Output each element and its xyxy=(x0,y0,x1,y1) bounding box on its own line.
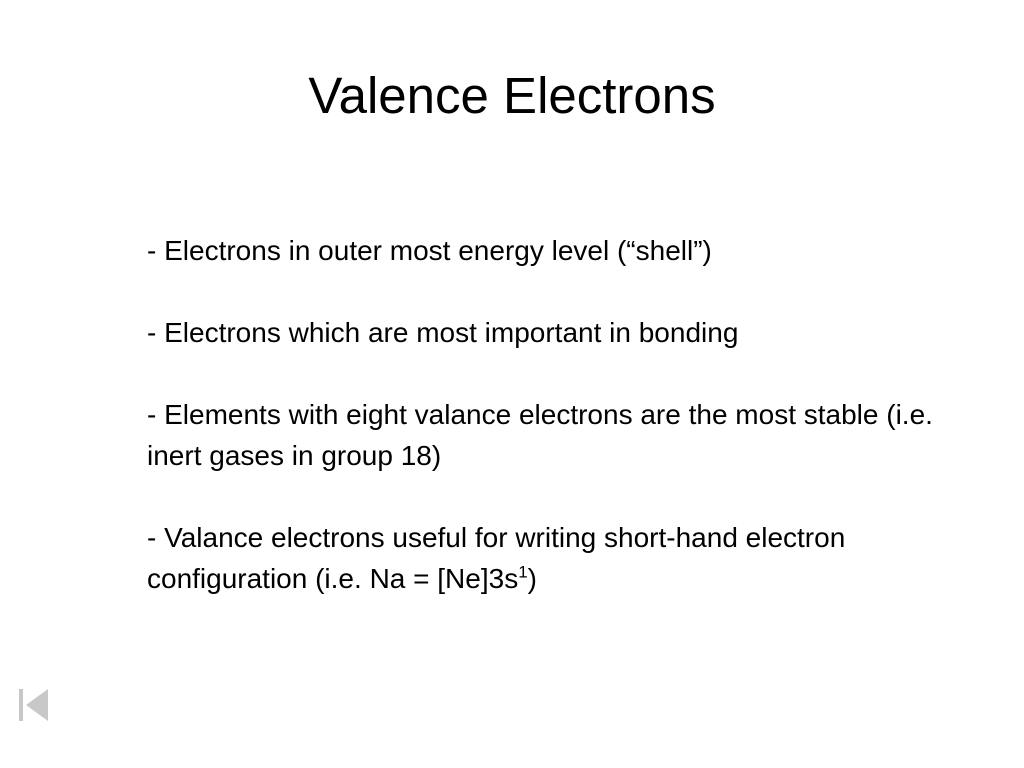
bullet-item: - Electrons which are most important in bonding xyxy=(147,317,739,348)
slide-title: Valence Electrons xyxy=(308,67,716,124)
bullet-item: - Elements with eight valance electrons are the most stable (i.e. inert gases in group 18) xyxy=(147,399,933,471)
bullet-text-end: ) xyxy=(527,563,537,594)
bullet-list xyxy=(147,230,967,640)
first-slide-button[interactable] xyxy=(17,687,51,723)
bullet-item: - Electrons in outer most energy level (“shell”) xyxy=(147,235,712,266)
bullet-item xyxy=(147,517,967,599)
bullet-text: - Valance electrons useful for writing short-hand electron configuration (i.e. Na = [Ne]3s xyxy=(147,522,846,594)
superscript: 1 xyxy=(518,562,528,582)
skip-to-first-icon xyxy=(17,687,51,723)
